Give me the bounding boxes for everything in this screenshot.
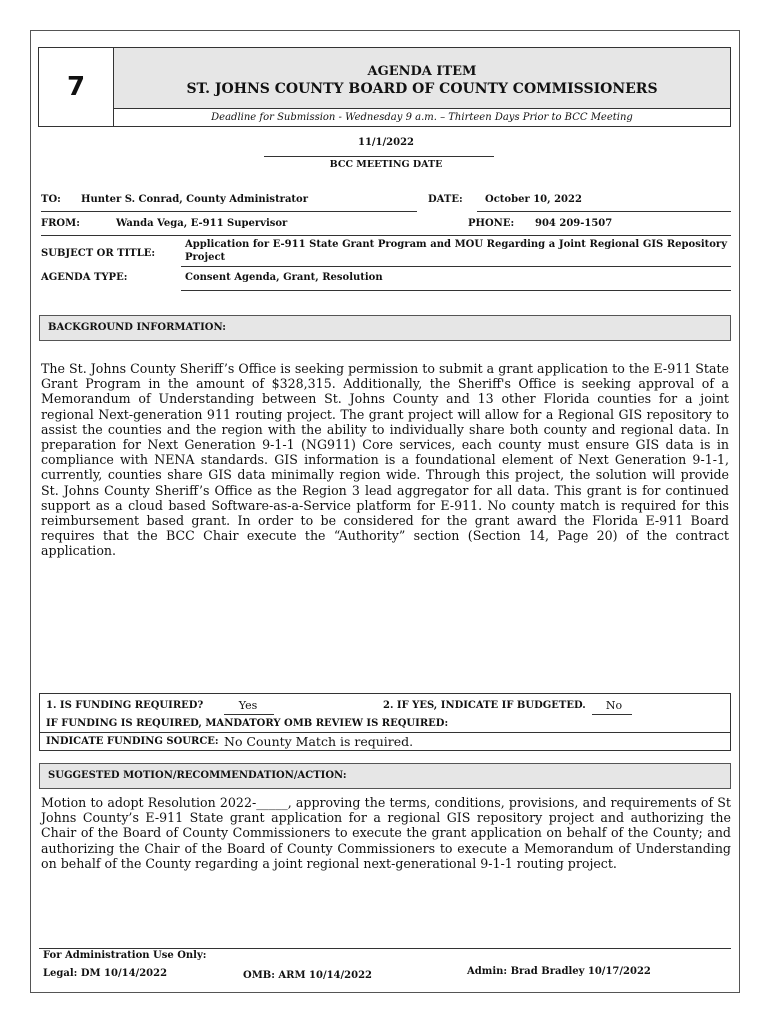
agenda-type-rule (181, 290, 731, 291)
meeting-date: 11/1/2022 (357, 137, 414, 148)
agenda-title-box (114, 48, 730, 109)
date-label: DATE: (428, 194, 463, 205)
agenda-title: AGENDA ITEM (367, 64, 477, 79)
meeting-date-rule (264, 156, 494, 157)
legal-approval: Legal: DM 10/14/2022 (43, 968, 168, 979)
agenda-number: 7 (39, 48, 114, 126)
subject-label: SUBJECT OR TITLE: (41, 248, 156, 259)
budgeted-rule (592, 714, 632, 715)
from-rule (41, 235, 731, 236)
admin-heading: For Administration Use Only: (43, 950, 207, 961)
agenda-header (38, 47, 731, 127)
background-heading: BACKGROUND INFORMATION: (39, 315, 731, 341)
omb-approval: OMB: ARM 10/14/2022 (243, 970, 372, 981)
funding-box (39, 693, 731, 751)
date-rule (477, 211, 731, 212)
background-text: The St. Johns County Sheriff’s Office is seeking permission to submit a grant application to the E-911 State Grant Program in the amount of $328,315. Additionally, the Sheriff's Office is seeking approval of a Memorandum of Understanding between St. Johns County and 13 other Florida counties for a joint regional Next-generation 911 routing project. The grant project will allow for a Regional GIS repository to assist the counties and the region with the ability to individually share both county and regional data. In preparation for Next Generation 9-1-1 (NG911) Core services, each county must ensure GIS data is in compliance with NENA standards. GIS information is a foundational element of Next Generation 9-1-1, currently, counties share GIS data minimally region wide. Through this project, the solution will provide St. Johns County Sheriff’s Office as the Region 3 lead aggregator for all data. This grant is for continued support as a cloud based Software-as-a-Service platform for E-911. No county match is required for this reimbursement based grant. In order to be considered for the grant award the Florida E-911 Board requires that the BCC Chair execute the “Authority” section (Section 14, Page 20) of the contract application. (41, 361, 729, 559)
motion-text: Motion to adopt Resolution 2022-_____, approving the terms, conditions, provisions, and requirements of St Johns County’s E-911 State grant application for a regional GIS repository project and authorizing the Chair of the Board of County Commissioners to execute the grant application on behalf of the County; and authorizing the Chair of the Board of County Commissioners to execute a Memorandum of Understanding on behalf of the County regarding a joint regional next-generational 9-1-1 routing project. (41, 795, 731, 871)
funding-required-label: 1. IS FUNDING REQUIRED? (46, 700, 204, 711)
phone-value: 904 209-1507 (535, 218, 613, 229)
agenda-type-value: Consent Agenda, Grant, Resolution (185, 272, 383, 283)
to-rule (41, 211, 417, 212)
admin-approval: Admin: Brad Bradley 10/17/2022 (467, 966, 651, 977)
admin-rule (39, 948, 731, 949)
agenda-type-label: AGENDA TYPE: (41, 272, 128, 283)
budgeted-label: 2. IF YES, INDICATE IF BUDGETED. (383, 700, 586, 711)
date-value: October 10, 2022 (485, 194, 582, 205)
omb-review-line: IF FUNDING IS REQUIRED, MANDATORY OMB REVIEW IS REQUIRED: (46, 718, 449, 729)
budgeted-value: No (605, 699, 623, 712)
motion-heading: SUGGESTED MOTION/RECOMMENDATION/ACTION: (39, 763, 731, 789)
funding-divider (40, 732, 730, 733)
board-title: ST. JOHNS COUNTY BOARD OF COUNTY COMMISSIONERS (186, 81, 658, 97)
funding-source-value: No County Match is required. (224, 734, 414, 749)
agenda-page (30, 30, 740, 993)
from-value: Wanda Vega, E-911 Supervisor (116, 218, 288, 229)
meeting-date-label: BCC MEETING DATE (329, 159, 443, 170)
deadline-note: Deadline for Submission - Wednesday 9 a.m. – Thirteen Days Prior to BCC Meeting (211, 112, 633, 123)
from-label: FROM: (41, 218, 80, 229)
phone-label: PHONE: (468, 218, 515, 229)
funding-required-value: Yes (238, 699, 258, 712)
to-label: TO: (41, 194, 61, 205)
funding-required-rule (224, 714, 274, 715)
subject-rule (181, 266, 731, 267)
funding-source-label: INDICATE FUNDING SOURCE: (46, 736, 219, 747)
subject-value: Application for E-911 State Grant Program and MOU Regarding a Joint Regional GIS Repository Project (185, 239, 727, 263)
to-value: Hunter S. Conrad, County Administrator (81, 194, 308, 205)
